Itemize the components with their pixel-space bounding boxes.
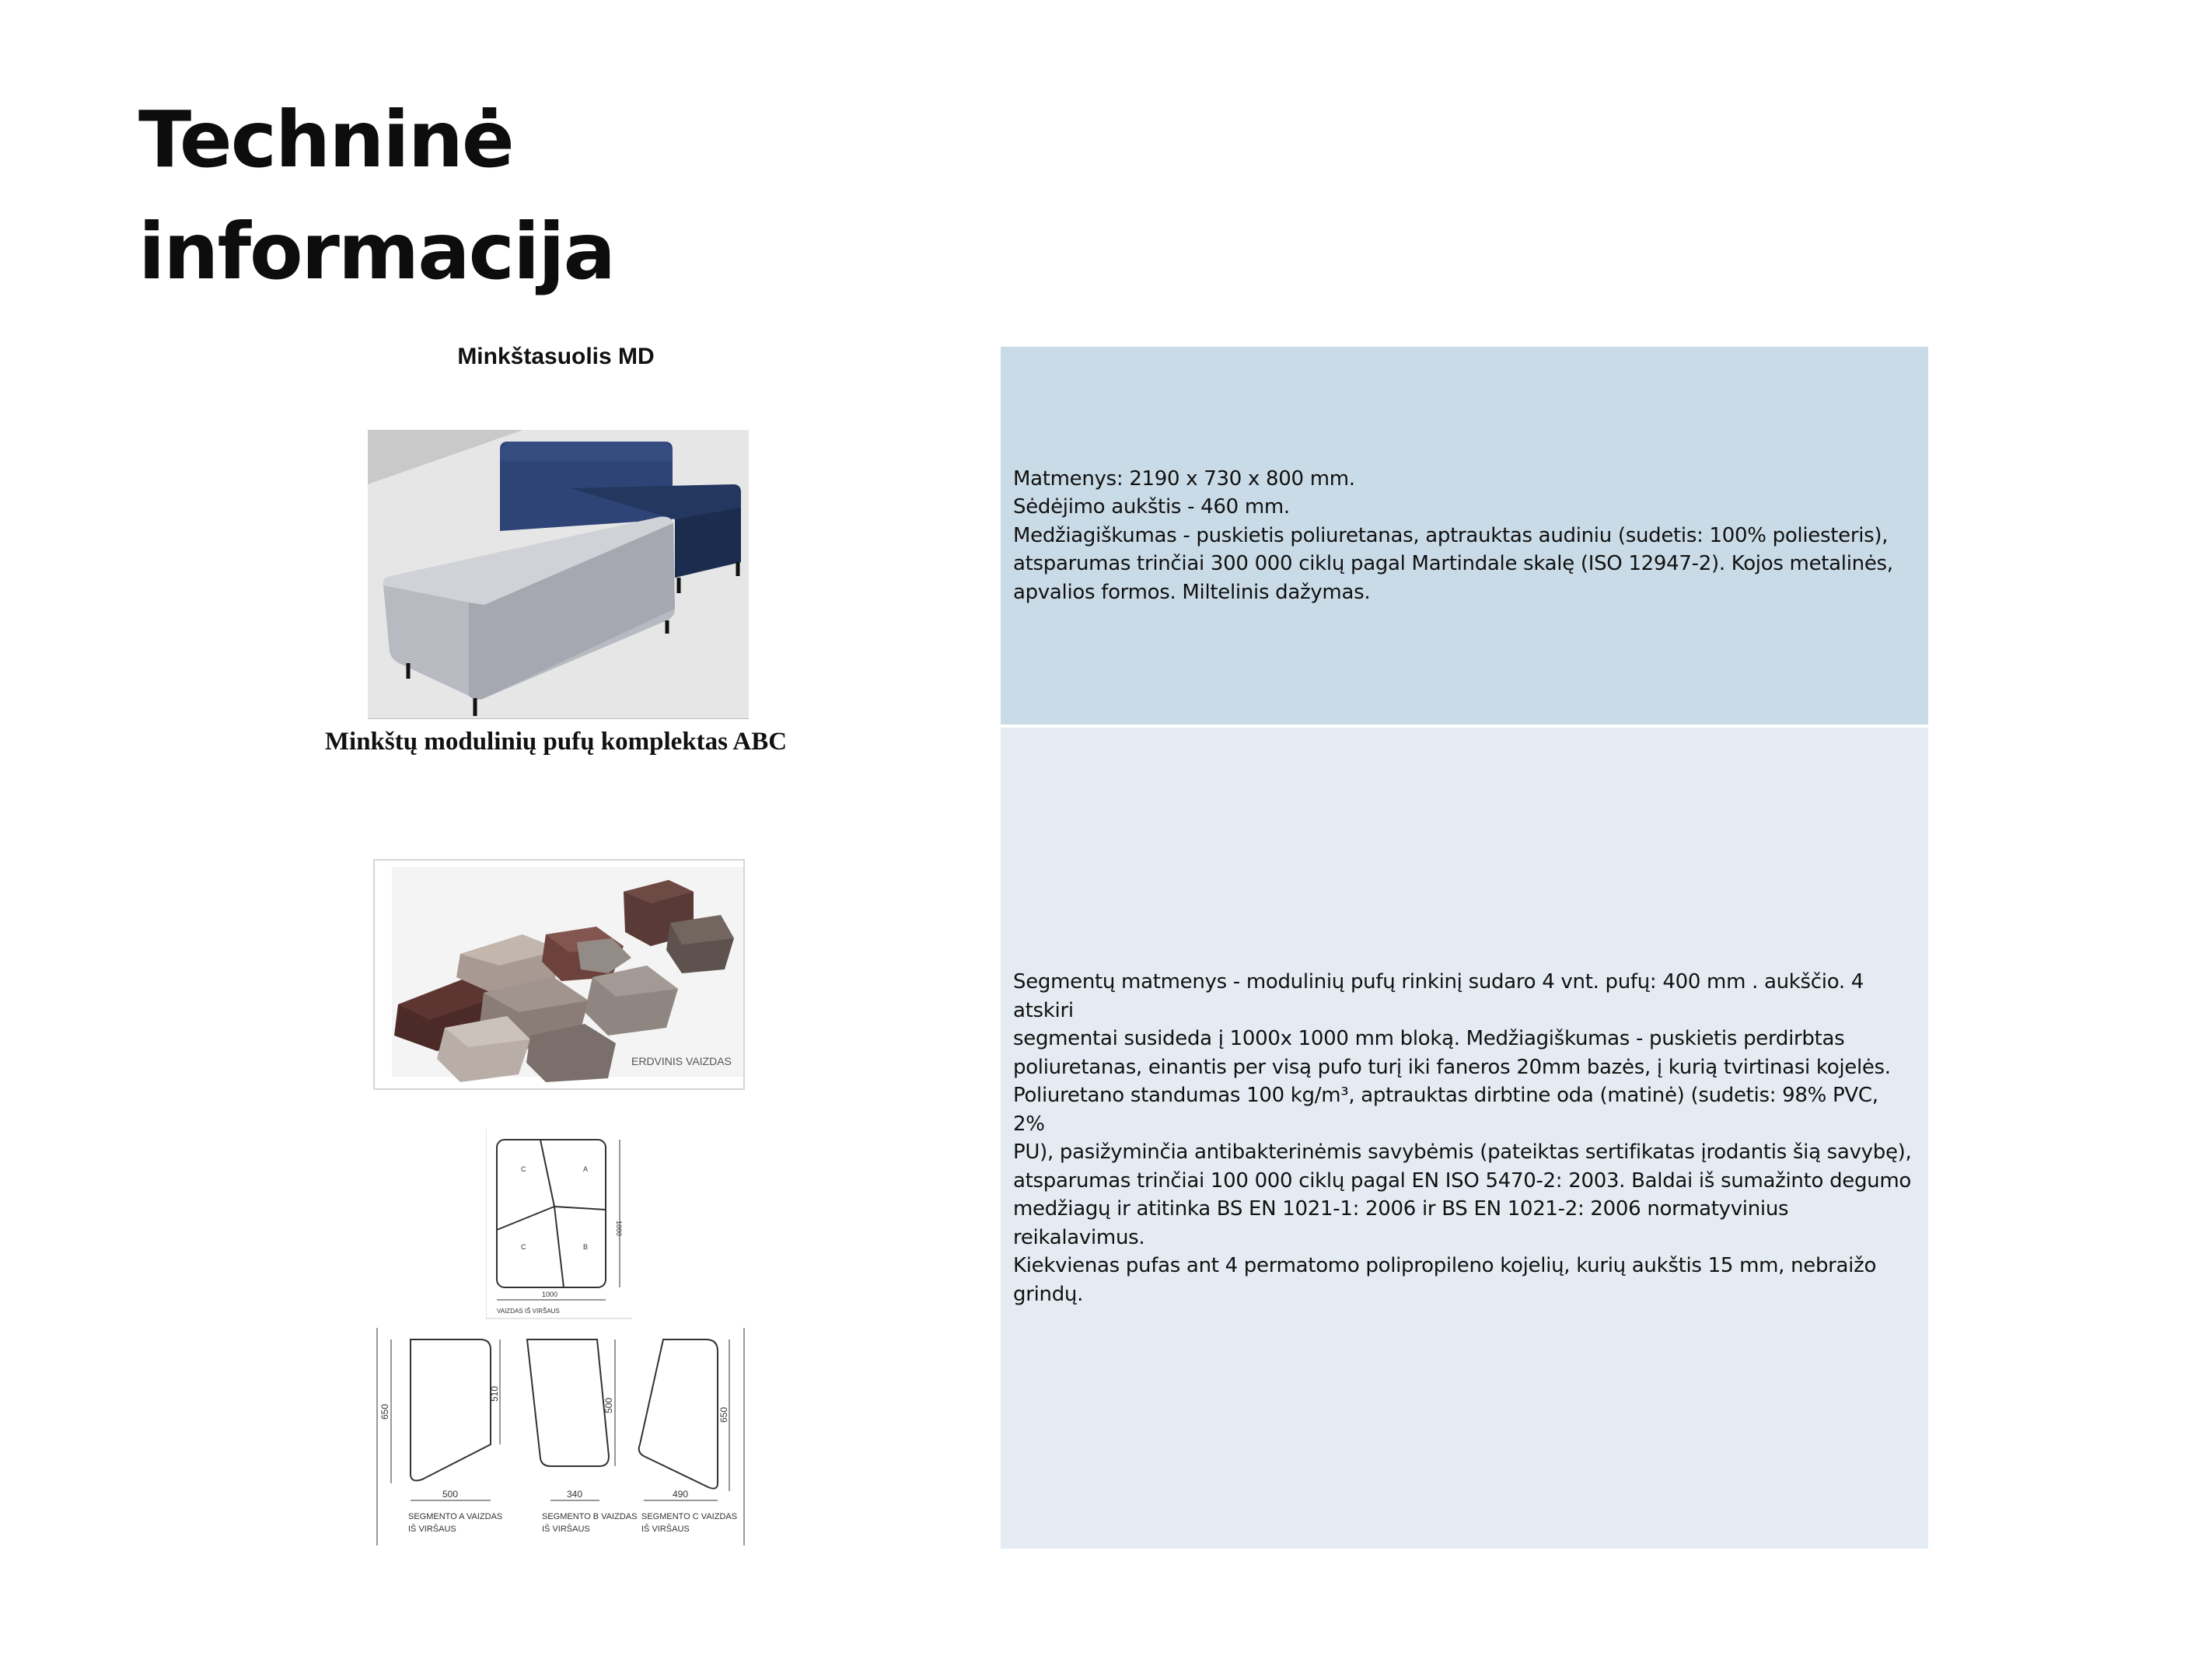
plan-label-b: B (583, 1243, 589, 1251)
pouf-spec-text: Segmentų matmenys - modulinių pufų rinkinį sudaro 4 vnt. pufų: 400 mm . aukščio. 4 atskiri segmentai susideda į 1000x 1000 mm bloką. Medžiagiškumas - puskietis perdirbtas poliuretanas, einantis per visą pufo turį iki faneros 20mm bazės, į kurią tvirtinasi kojelės. Poliuretano standumas 100 kg/m³, aptrauktas dirbtine oda (matinė) (sudetis: 98% PVC, 2% PU), pasižyminčia antibakterinėmis savybėmis (pateiktas sertifikatas įrodantis šią savybę), atsparumas trinčiai 100 000 ciklų pagal EN ISO 5470-2: 2003. Baldai iš sumažinto degumo medžiagų ir atitinka BS EN 1021-1: 2006 ir BS EN 1021-2: 2006 normatyvinius reikalavimus. Kiekvienas pufas ant 4 permatomo polipropileno kojelių, kurių aukštis 15 mm, nebraižo grindų. (1013, 970, 1912, 1306)
pouf-render-image (373, 859, 745, 1090)
segment-a-height-right: 510 (489, 1385, 500, 1402)
product-heading-sofa: Minkštasuolis MD (457, 344, 655, 369)
segment-b-height-right: 500 (603, 1397, 614, 1413)
sofa-spec-panel (1001, 347, 1928, 725)
segment-c-height-right: 650 (718, 1406, 729, 1423)
segment-b-caption-line-1: SEGMENTO B VAIZDAS (542, 1512, 638, 1521)
segment-b-caption-line-2: IŠ VIRŠAUS (542, 1525, 590, 1534)
plan-caption: VAIZDAS IŠ VIRŠAUS (497, 1308, 560, 1315)
segment-c-caption-line-2: IŠ VIRŠAUS (641, 1525, 690, 1534)
plan-label-c-top: C (521, 1165, 526, 1173)
plan-height-dim: 1000 (615, 1221, 623, 1237)
segment-c-width: 490 (673, 1489, 689, 1500)
product-heading-poufs: Minkštų modulinių pufų komplektas ABC (324, 728, 788, 756)
plan-label-c-bottom: C (521, 1243, 526, 1251)
render-caption: ERDVINIS VAIZDAS (631, 1055, 732, 1067)
plan-width-dim: 1000 (542, 1291, 558, 1298)
pouf-render-drawing (375, 861, 743, 1088)
sofa-spec-text: Matmenys: 2190 x 730 x 800 mm. Sėdėjimo aukštis - 460 mm. Medžiagiškumas - puskietis poliuretanas, aptrauktas audiniu (sudetis: 100% poliesteris), atsparumas trinčiai 300 000 ciklų pagal Martindale skalę (ISO 12947-2). Kojos metalinės, apvalios formos. Miltelinis dažymas. (1013, 466, 1893, 604)
segment-a-caption-line-2: IŠ VIRŠAUS (408, 1525, 456, 1534)
pouf-spec-panel (1001, 728, 1928, 1549)
segment-a-width: 500 (442, 1489, 459, 1500)
segment-c-caption-line-1: SEGMENTO C VAIZDAS (641, 1512, 738, 1521)
plan-label-a: A (583, 1165, 589, 1173)
segment-b-width: 340 (567, 1489, 583, 1500)
segment-a-caption-line-1: SEGMENTO A VAIZDAS (408, 1512, 503, 1521)
plan-view-drawing (486, 1129, 632, 1319)
page-title-line-1: Techninė (138, 94, 513, 185)
segment-a-height-left: 650 (379, 1403, 390, 1420)
page-title-line-2: informacija (138, 206, 614, 297)
page-title (138, 84, 614, 308)
segment-views-drawing (376, 1328, 746, 1545)
sofa-render-image (368, 430, 749, 719)
